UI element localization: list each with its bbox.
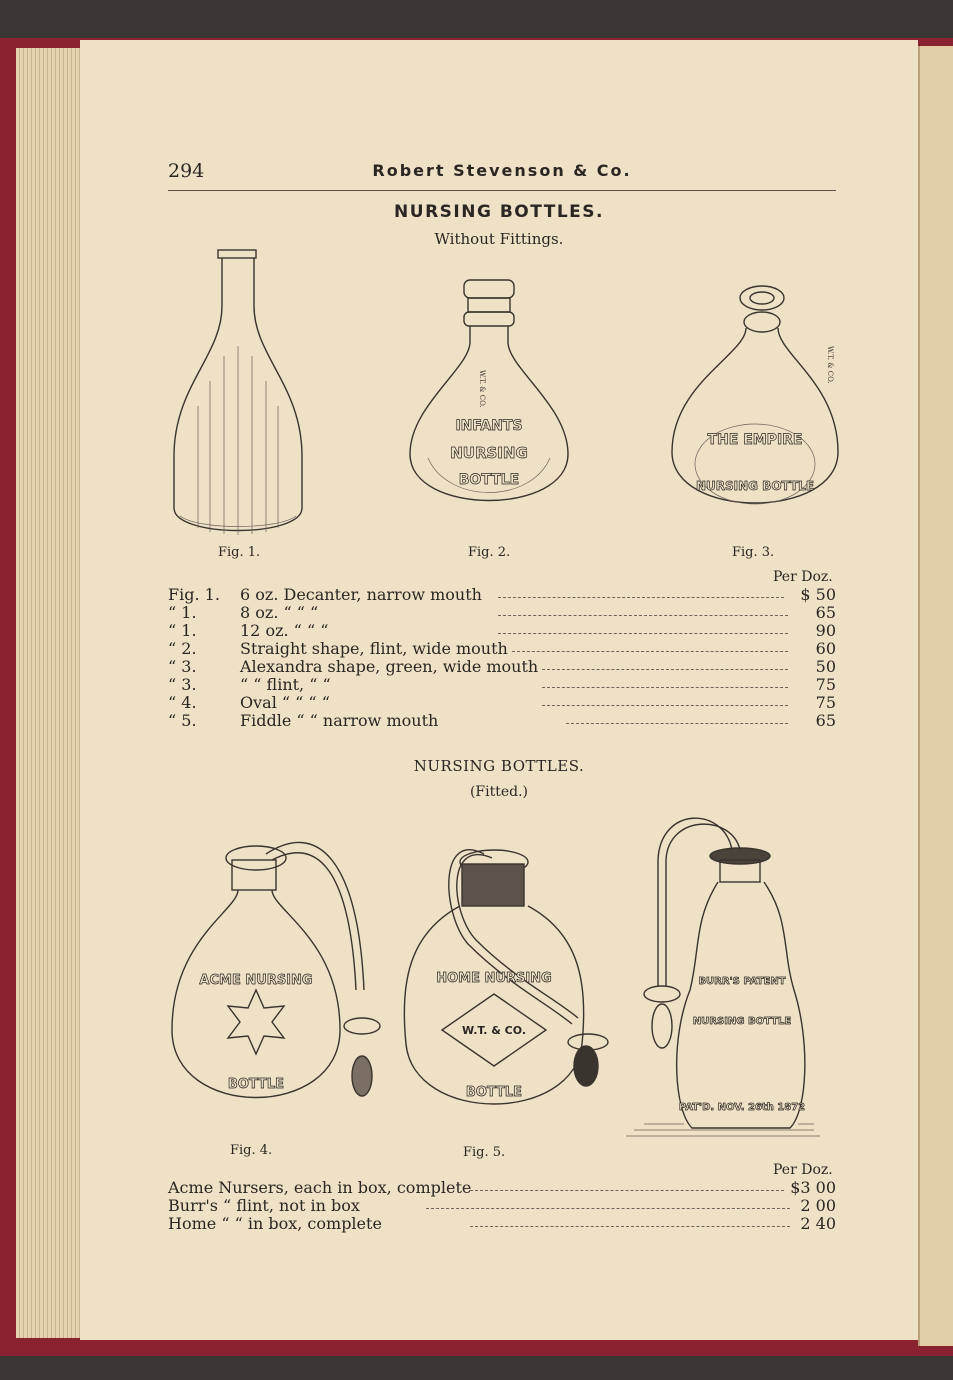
item-price: $3 00: [790, 1178, 836, 1197]
acme-nursing-bottle-illustration: [168, 830, 390, 1150]
item-price: 50: [815, 657, 836, 676]
maker-mark: W.T. & CO.: [478, 370, 486, 408]
bottle-label-infants: INFANTS: [455, 418, 523, 434]
item-description: “ “ flint, “ “: [240, 675, 331, 694]
page-number: 294: [168, 160, 205, 182]
bottle-label-nursing: NURSING: [450, 444, 528, 462]
item-price: 65: [815, 603, 836, 622]
empire-nursing-bottle-illustration: [670, 284, 840, 526]
bottle-label-nursing-bottle: NURSING BOTTLE: [692, 1016, 792, 1027]
figure-caption-1: Fig. 1.: [218, 545, 261, 560]
item-price: 65: [815, 711, 836, 730]
item-price: 2 00: [800, 1196, 836, 1215]
bottle-label-the-empire: THE EMPIRE: [707, 432, 803, 448]
page-edges: [16, 48, 82, 1338]
price-row: [168, 712, 836, 730]
item-price: 90: [815, 621, 836, 640]
decanter-bottle-illustration: [168, 246, 308, 542]
price-row: [168, 1215, 836, 1233]
item-description: Fiddle “ “ narrow mouth: [240, 711, 439, 730]
figure-ref: Fig. 1.: [168, 585, 220, 604]
figure-ref: “ 3.: [168, 657, 197, 676]
item-description: 12 oz. “ “ “: [240, 621, 329, 640]
item-description: Burr's “ flint, not in box: [168, 1196, 360, 1215]
facing-page-edge: [918, 46, 953, 1346]
figure-ref: “ 5.: [168, 711, 197, 730]
figure-ref: “ 1.: [168, 621, 197, 640]
burrs-patent-bottle-illustration: [614, 810, 828, 1144]
running-head-title: Robert Stevenson & Co.: [372, 161, 632, 180]
figure-ref: “ 4.: [168, 693, 197, 712]
figure-ref: “ 2.: [168, 639, 197, 658]
item-description: Oval “ “ “ “: [240, 693, 330, 712]
figure-caption-3: Fig. 3.: [732, 545, 775, 560]
figure-ref: “ 3.: [168, 675, 197, 694]
item-price: $ 50: [800, 585, 836, 604]
bottle-label-patent-date: PAT'D. NOV. 26th 1872: [678, 1102, 806, 1113]
item-price: 75: [815, 693, 836, 712]
figure-caption-5: Fig. 5.: [463, 1145, 506, 1160]
per-dozen-header: Per Doz.: [773, 1162, 833, 1178]
item-description: Alexandra shape, green, wide mouth: [240, 657, 539, 676]
price-row: [168, 1197, 836, 1215]
price-row: [168, 676, 836, 694]
bottle-label-burrs-patent: BURR'S PATENT: [698, 976, 786, 987]
figure-ref: “ 1.: [168, 603, 197, 622]
section-subtitle-unfitted: Without Fittings.: [434, 230, 564, 248]
section-subtitle-fitted: (Fitted.): [469, 784, 529, 800]
bottle-label-bottle: BOTTLE: [465, 1085, 523, 1100]
price-row: [168, 640, 836, 658]
item-price: 60: [815, 639, 836, 658]
home-nursing-bottle-illustration: [398, 834, 610, 1154]
bottle-label-bottle: BOTTLE: [227, 1077, 285, 1092]
bottle-label-bottle: BOTTLE: [458, 472, 520, 488]
running-head: [168, 160, 836, 191]
item-description: Straight shape, flint, wide mouth: [240, 639, 508, 658]
per-dozen-header: Per Doz.: [773, 569, 833, 585]
price-row: [168, 694, 836, 712]
figure-caption-4: Fig. 4.: [230, 1143, 273, 1158]
price-row: [168, 622, 836, 640]
figure-caption-2: Fig. 2.: [468, 545, 511, 560]
bottle-label-home-nursing: HOME NURSING: [436, 971, 552, 986]
section-title-unfitted: NURSING BOTTLES.: [394, 202, 604, 222]
bottle-label-nursing-bottle: NURSING BOTTLE: [695, 479, 815, 493]
item-description: 6 oz. Decanter, narrow mouth: [240, 585, 482, 604]
item-description: Home “ “ in box, complete: [168, 1214, 382, 1233]
maker-mark: W.T. & CO.: [826, 346, 834, 384]
section-title-fitted: NURSING BOTTLES.: [413, 757, 585, 775]
item-description: Acme Nursers, each in box, complete: [168, 1178, 472, 1197]
item-price: 75: [815, 675, 836, 694]
infants-nursing-bottle-illustration: [408, 278, 570, 522]
catalog-page: [80, 40, 918, 1340]
bottle-label-acme-nursing: ACME NURSING: [199, 973, 313, 988]
price-row: [168, 604, 836, 622]
item-description: 8 oz. “ “ “: [240, 603, 319, 622]
price-row: [168, 658, 836, 676]
price-row: [168, 586, 836, 604]
price-row: [168, 1179, 836, 1197]
bottle-label-maker: W.T. & CO.: [461, 1024, 527, 1037]
item-price: 2 40: [800, 1214, 836, 1233]
